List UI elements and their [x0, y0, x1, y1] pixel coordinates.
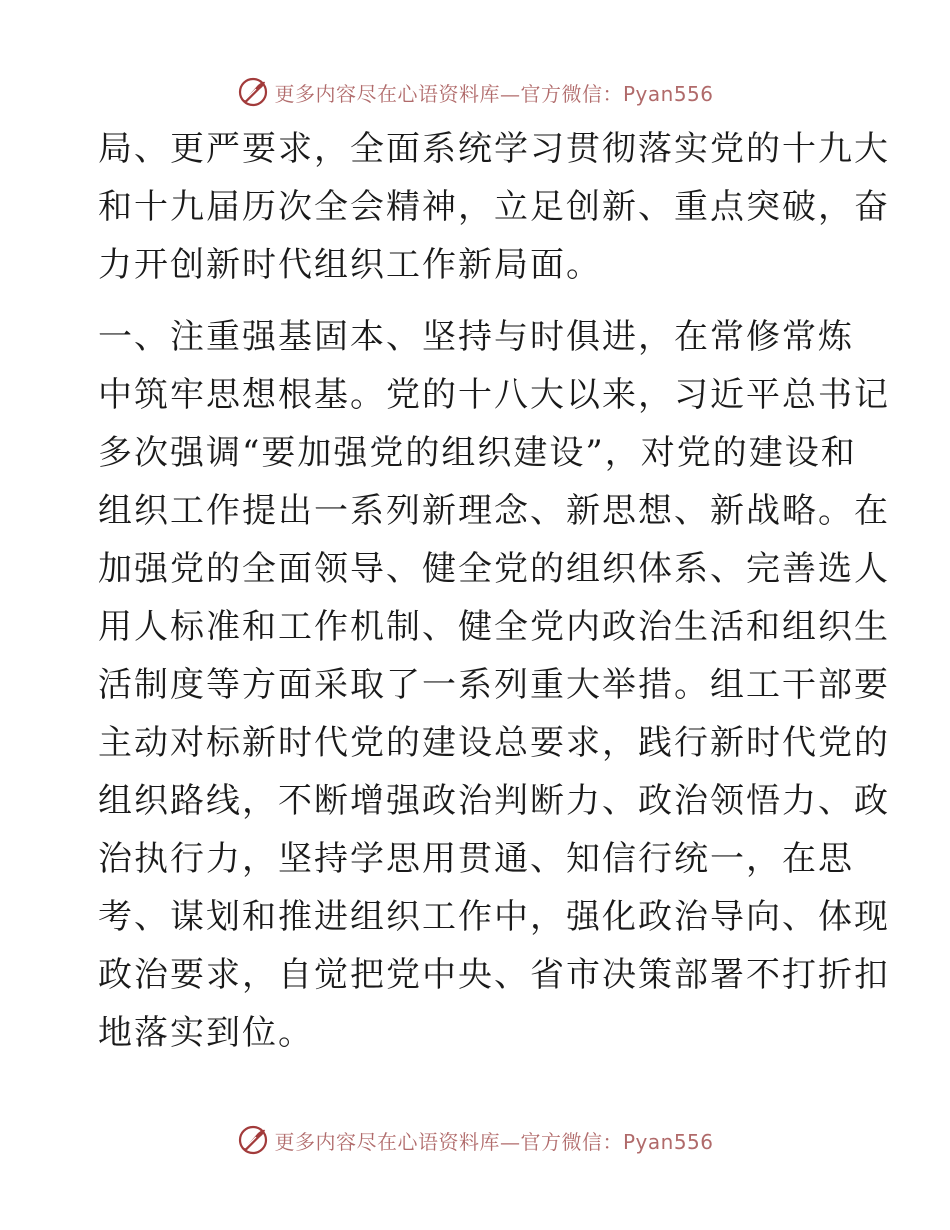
watermark-text — [274, 78, 713, 107]
feather-pen-logo-icon — [236, 75, 270, 109]
watermark-brand-text: 更多内容尽在心语资料库—官方微信： — [274, 81, 623, 106]
watermark-brand-text: 更多内容尽在心语资料库—官方微信： — [274, 1129, 623, 1154]
feather-pen-logo-icon — [236, 1123, 270, 1157]
body-line: 组织工作提出一系列新理念、新思想、新战略。在 — [98, 491, 890, 531]
body-line: 考、谋划和推进组织工作中，强化政治导向、体现 — [98, 897, 890, 937]
body-line: 治执行力，坚持学思用贯通、知信行统一，在思 — [98, 839, 854, 879]
body-line: 中筑牢思想根基。党的十八大以来，习近平总书记 — [98, 375, 890, 415]
body-line: 活制度等方面采取了一系列重大举措。组工干部要 — [98, 665, 890, 705]
body-line: 主动对标新时代党的建设总要求，践行新时代党的 — [98, 723, 890, 763]
body-line: 地落实到位。 — [98, 1013, 314, 1053]
body-line: 政治要求，自觉把党中央、省市决策部署不打折扣 — [98, 955, 890, 995]
body-line: 组织路线，不断增强政治判断力、政治领悟力、政 — [98, 781, 890, 821]
body-line: 加强党的全面领导、健全党的组织体系、完善选人 — [98, 549, 890, 589]
body-line: 用人标准和工作机制、健全党内政治生活和组织生 — [98, 607, 890, 647]
header-watermark — [0, 72, 950, 112]
section-heading-line: 一、注重强基固本、坚持与时俱进，在常修常炼 — [98, 317, 854, 357]
body-line: 力开创新时代组织工作新局面。 — [98, 245, 602, 285]
body-line: 和十九届历次全会精神，立足创新、重点突破，奋 — [98, 187, 890, 227]
watermark-wechat-id: Pyan556 — [622, 81, 714, 106]
watermark-text — [274, 1126, 713, 1155]
watermark-wechat-id: Pyan556 — [622, 1129, 714, 1154]
footer-watermark — [0, 1120, 950, 1160]
body-line: 多次强调“要加强党的组织建设”，对党的建设和 — [98, 433, 857, 473]
body-line: 局、更严要求，全面系统学习贯彻落实党的十九大 — [98, 129, 890, 169]
